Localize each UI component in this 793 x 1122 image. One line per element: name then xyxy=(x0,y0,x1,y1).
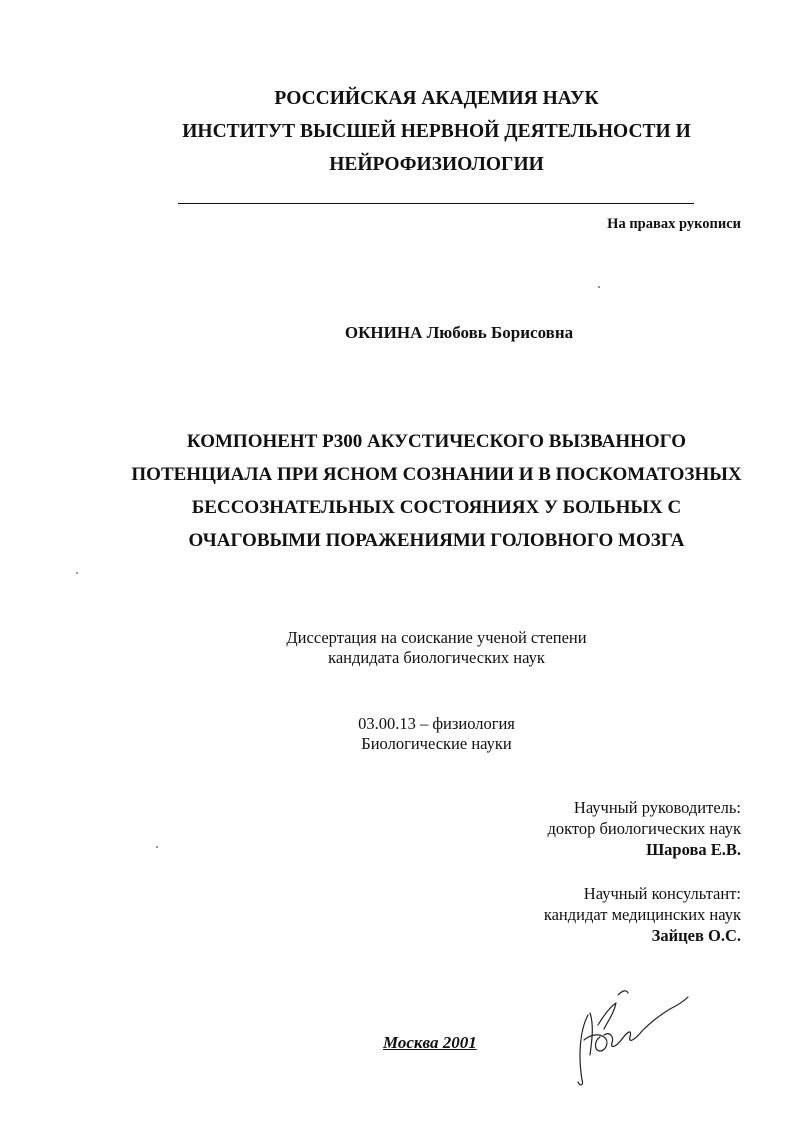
consultant-block xyxy=(544,883,741,946)
consultant-role: Научный консультант: xyxy=(583,884,741,903)
handwritten-signature xyxy=(570,985,695,1090)
supervisor-role: Научный руководитель: xyxy=(573,798,741,817)
supervisor-name: Шарова Е.В. xyxy=(646,840,741,859)
consultant-degree: кандидат медицинских наук xyxy=(543,905,741,924)
manuscript-rights-note: На правах рукописи xyxy=(607,216,741,232)
city-year: Москва 2001 xyxy=(383,1033,477,1052)
dissertation-title-line3: БЕССОЗНАТЕЛЬНЫХ СОСТОЯНИЯХ У БОЛЬНЫХ С xyxy=(191,497,682,518)
supervisor-degree: доктор биологических наук xyxy=(547,819,741,838)
author-given-names: Любовь Борисовна xyxy=(426,323,574,342)
degree-line1: Диссертация на соискание ученой степени xyxy=(286,628,587,647)
author-surname: ОКНИНА xyxy=(344,323,423,342)
dissertation-title-line1: КОМПОНЕНТ Р300 АКУСТИЧЕСКОГО ВЫЗВАННОГО xyxy=(186,431,687,452)
degree-line2: кандидата биологических наук xyxy=(328,648,545,667)
supervisor-block xyxy=(547,797,741,860)
dissertation-title-line4: ОЧАГОВЫМИ ПОРАЖЕНИЯМИ ГОЛОВНОГО МОЗГА xyxy=(188,530,685,551)
scan-speck xyxy=(76,572,78,574)
specialty-code: 03.00.13 – физиология xyxy=(358,714,515,733)
specialty-field: Биологические науки xyxy=(361,734,512,753)
author-name xyxy=(0,323,793,343)
header-divider xyxy=(178,203,694,204)
dissertation-title-line2: ПОТЕНЦИАЛА ПРИ ЯСНОМ СОЗНАНИИ И В ПОСКОМАТОЗНЫХ xyxy=(131,464,742,485)
consultant-name: Зайцев О.С. xyxy=(651,926,741,945)
scan-speck xyxy=(156,846,158,848)
academy-name: РОССИЙСКАЯ АКАДЕМИЯ НАУК xyxy=(274,88,599,109)
institute-name-line1: ИНСТИТУТ ВЫСШЕЙ НЕРВНОЙ ДЕЯТЕЛЬНОСТИ И xyxy=(182,121,691,142)
scan-speck xyxy=(598,286,600,288)
institute-name-line2: НЕЙРОФИЗИОЛОГИИ xyxy=(329,154,544,175)
